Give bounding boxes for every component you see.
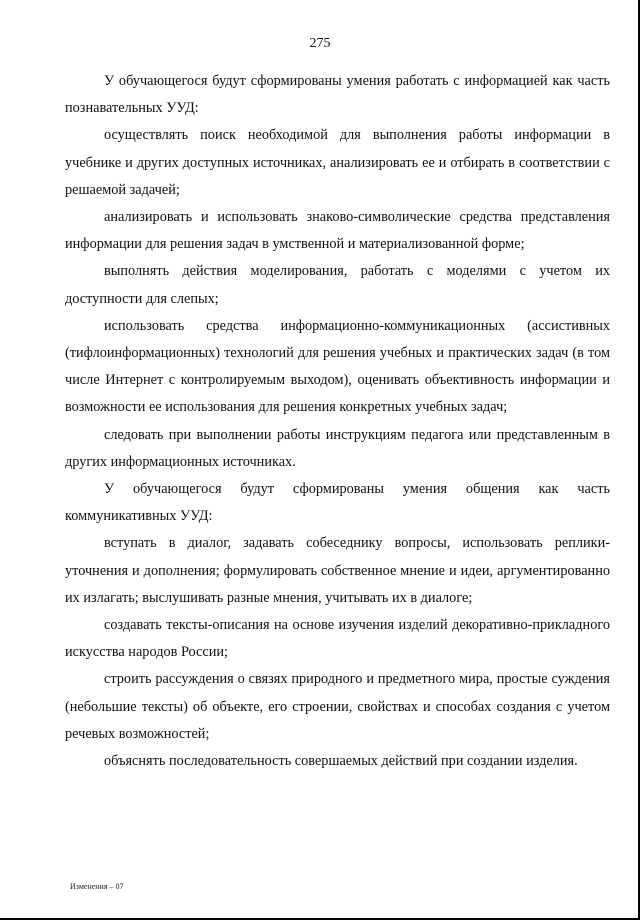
paragraph-descriptive-texts: создавать тексты-описания на основе изучения изделий декоративно-прикладного искусства народов России;: [65, 617, 610, 661]
paragraph-sign-symbolic: анализировать и использовать знаково-символические средства представления информации для решения задач в умственной и материализованной форме;: [65, 209, 610, 253]
footer-revision-note: Изменения – 07: [70, 882, 124, 891]
paragraph-communicative-intro: У обучающегося будут сформированы умения общения как часть коммуникативных УУД:: [65, 481, 610, 525]
paragraph-follow-instructions: следовать при выполнении работы инструкциям педагога или представленным в других информационных источниках.: [65, 426, 610, 470]
document-body: [65, 68, 610, 775]
paragraph-cognitive-intro: У обучающегося будут сформированы умения работать с информацией как часть познавательных УУД:: [65, 73, 610, 117]
page-number: 275: [309, 36, 331, 51]
paragraph-reasoning: строить рассуждения о связях природного и предметного мира, простые суждения (небольшие тексты) об объекте, его строении, свойствах и способах создания с учетом речевых возможностей;: [65, 671, 610, 742]
paragraph-modeling: выполнять действия моделирования, работать с моделями с учетом их доступности для слепых;: [65, 263, 610, 307]
paragraph-search-info: осуществлять поиск необходимой для выполнения работы информации в учебнике и других доступных источниках, анализировать ее и отбирать в соответствии с решаемой задачей;: [65, 127, 610, 198]
paragraph-ict-tools: использовать средства информационно-коммуникационных (ассистивных (тифлоинформационных) технологий для решения учебных и практических задач (в том числе Интернет с контролируемым выходом), оценивать объективность информации и возможности ее использования для решения конкретных учебных задач;: [65, 317, 610, 416]
paragraph-dialogue: вступать в диалог, задавать собеседнику вопросы, использовать реплики-уточнения и дополнения; формулировать собственное мнение и идеи, аргументированно их излагать; выслушивать разные мнения, учитывать их в диалоге;: [65, 535, 610, 606]
paragraph-explain-sequence: объяснять последовательность совершаемых действий при создании изделия.: [104, 753, 578, 770]
